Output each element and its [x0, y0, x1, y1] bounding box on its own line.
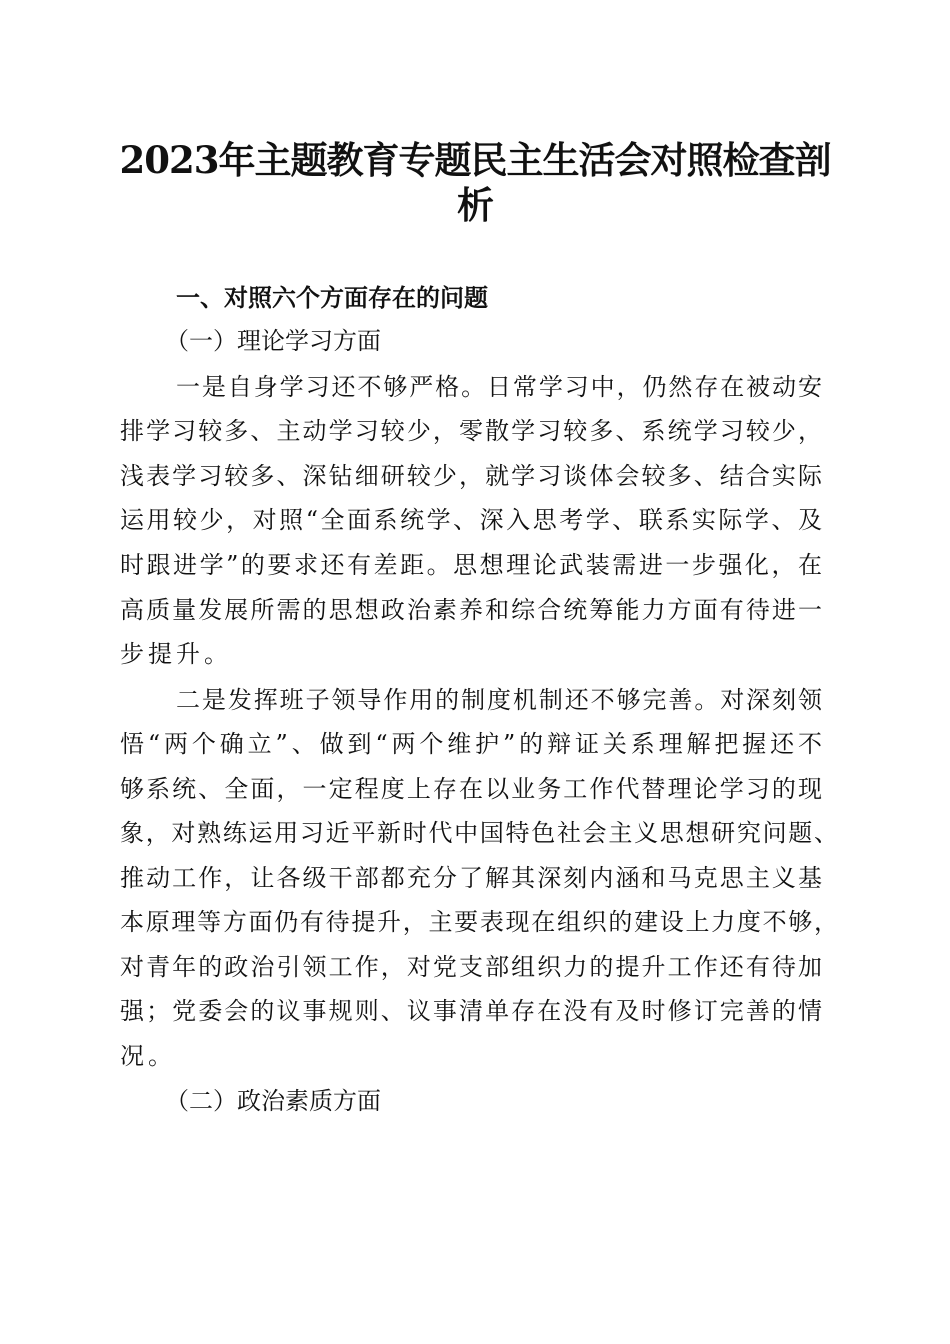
section-heading: 一、对照六个方面存在的问题 — [176, 283, 488, 312]
paragraph-line: 对青年的政治引领工作，对党支部组织力的提升工作还有待加 — [120, 953, 822, 981]
subsection-heading-1: （一）理论学习方面 — [165, 327, 381, 355]
paragraph-line: 够系统、全面，一定程度上存在以业务工作代替理论学习的现 — [120, 775, 822, 803]
paragraph-line: 本原理等方面仍有待提升，主要表现在组织的建设上力度不够， — [120, 908, 838, 936]
paragraph-line: 强；党委会的议事规则、议事清单存在没有及时修订完善的情 — [120, 997, 822, 1025]
document-title-line-1: 2023年主题教育专题民主生活会对照检查剖 — [119, 138, 831, 182]
paragraph-line: 浅表学习较多、深钻细研较少，就学习谈体会较多、结合实际 — [120, 462, 822, 490]
paragraph-line: 象，对熟练运用习近平新时代中国特色社会主义思想研究问题、 — [120, 819, 838, 847]
paragraph-line: 况。 — [120, 1042, 176, 1070]
document-title-line-2: 析 — [457, 183, 493, 227]
paragraph-line: 推动工作，让各级干部都充分了解其深刻内涵和马克思主义基 — [120, 864, 822, 892]
paragraph-line: 高质量发展所需的思想政治素养和综合统筹能力方面有待进一 — [120, 596, 822, 624]
paragraph-line: 运用较少，对照“全面系统学、深入思考学、联系实际学、及 — [120, 506, 822, 534]
paragraph-line: 排学习较多、主动学习较少，零散学习较多、系统学习较少， — [120, 417, 822, 445]
paragraph-line: 二是发挥班子领导作用的制度机制还不够完善。对深刻领 — [176, 686, 822, 714]
paragraph-line: 悟“两个确立”、做到“两个维护”的辩证关系理解把握还不 — [120, 730, 822, 758]
paragraph-line: 时跟进学”的要求还有差距。思想理论武装需进一步强化，在 — [120, 551, 822, 579]
paragraph-line: 一是自身学习还不够严格。日常学习中，仍然存在被动安 — [176, 373, 822, 401]
subsection-heading-2: （二）政治素质方面 — [165, 1087, 381, 1115]
paragraph-line: 步提升。 — [120, 640, 232, 668]
